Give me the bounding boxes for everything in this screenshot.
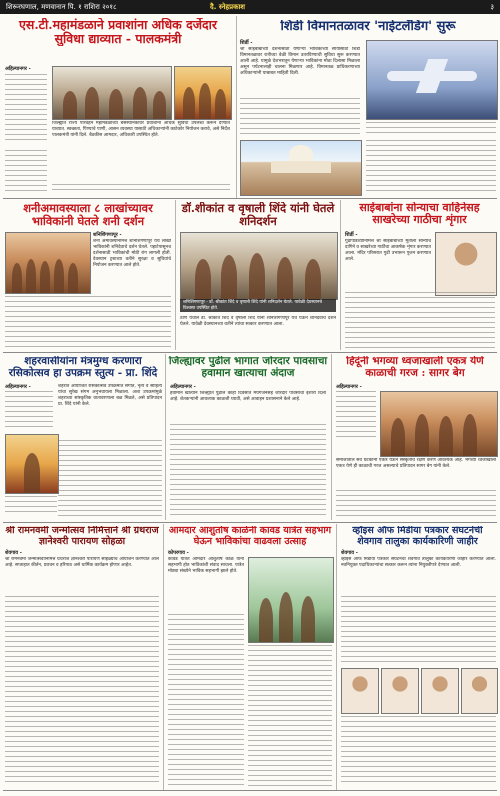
- photo-rasikotsav: [5, 434, 59, 494]
- article-a6-columns-2: [58, 440, 162, 516]
- article-a10-columns: [168, 614, 244, 786]
- headline-rasikotsav: शहरवासीयांना मंत्रमुग्ध करणारा रसिकोत्सव हा उपक्रम स्तुत्य - प्रा. शिंदे: [8, 356, 158, 379]
- headline-kawad-yatra: आमदार आशुतोष काळेंनी कावड यात्रेत सहभाग घेऊन भाविकांचा वाढवला उत्साह: [168, 526, 332, 547]
- headline-st-mahamandal: एस.टी.महामंडळाने प्रवाशांना अधिक दर्जेदार सुविधा द्याव्यात - पालकमंत्री: [18, 18, 218, 46]
- article-a7-body: हवामान खात्याने जिल्ह्यात पुढील काही दिवसांत मेघगर्जनेसह जोरदार पावसाचा इशारा दिला आहे. शेतकऱ्यांनी आवश्यक काळजी घ्यावी, असे आवाहन प्रशासनाने केले आहे.: [170, 391, 326, 402]
- byline-a11: शेवगाव -: [341, 550, 358, 556]
- article-a11-columns-2: [341, 716, 496, 786]
- photo-kawad-yatra: [248, 557, 334, 643]
- photo-office-bearer-2: [381, 668, 419, 714]
- headline-sai-shringar: साईबाबांना सोन्याचा वाहिनेसह साखरेच्या गाठीचा शृंगार: [359, 202, 480, 227]
- article-a5-body: गुढीपाडव्यानिमित्त श्री साईबाबांच्या मूर्तीला सोन्याचे दागिने व साखरेच्या गाठींचा आकर्षक शृंगार करण्यात आला. मंदिर परिसरात गुढी उभारून पूजन करण्यात आले.: [345, 239, 431, 262]
- article-a11-body: व्हॉइस ऑफ मिडीया पत्रकार संघटनेची शेवगाव तालुका कार्यकारिणी जाहीर करण्यात आली. नवनियुक्त पदाधिकाऱ्यांचा सत्कार करून त्यांना नियुक्तीपत्रे देण्यात आली.: [341, 557, 496, 568]
- article-a8-columns: [336, 391, 376, 441]
- page-number: ३: [490, 3, 494, 11]
- headline-voice-of-media: व्हॉइस ऑफ मिडीया पत्रकार संघटनेची शेवगाव तालुका कार्यकारिणी जाहीर: [352, 526, 483, 547]
- article-a3-body: शनी अमावस्येनिमित्त शनिशिंगणापूर येथे लाखो भाविकांनी शनिदेवाचे दर्शन घेतले. पहाटेपासूनच दर्शनासाठी भाविकांची मोठी रांग लागली होती. देवस्थान ट्रस्टच्या वतीने सुरक्षा व सुविधांचे नियोजन करण्यात आले होते.: [93, 239, 171, 268]
- headline-ramnavami: श्री रामनवमी जन्मोत्सव निमित्ताने श्री ग्रंथराज ज्ञानेश्वरी पारायण सोहळा: [5, 526, 159, 547]
- article-a2-columns-2: [366, 122, 496, 136]
- photo-caption-shinde: शनिशिंगणापूर - डॉ. श्रीकांत शिंदे व वृषाली शिंदे यांनी शनिदर्शन घेतले. यावेळी देवस्थानचे विश्वस्त उपस्थित होते.: [180, 299, 336, 312]
- masthead-title: दै. स्नेहप्रकाश: [210, 3, 246, 11]
- article-a10-body: कावड यात्रेत आमदार आशुतोष काळे यांनी सहभागी होत भाविकांशी संवाद साधला. यात्रेत मोठ्या संख्येने भाविक सहभागी झाले होते.: [168, 557, 244, 574]
- headline-shani-amavasya: शनीअमावस्याला ८ लाखांच्यावर भाविकांनी घेतले शनी दर्शन: [23, 202, 153, 228]
- article-a2-columns-3: [366, 140, 496, 194]
- article-a8-body: समाजातील सर्व घटकांनी एकत्र येऊन संस्कृतीचे रक्षण करणे आवश्यक आहे. भगव्या ध्वजाखाली एकत्र येणे ही काळाची गरज असल्याचे प्रतिपादन सागर बेग यांनी केले.: [336, 458, 496, 469]
- headline-bhagwa-dhwaj: हिंदूंनी भगव्या ध्वजाखाली एकत्र येणे काळाची गरज : सागर बेग: [346, 356, 484, 379]
- article-a1-columns: [5, 74, 47, 144]
- photo-st-meeting: [52, 66, 172, 120]
- headline-shirdi-nightlanding: शिर्डी विमानतळावर 'नाईटलँडिंग' सुरू: [280, 20, 456, 34]
- headline-rain-forecast: जिल्ह्यावर पुढील भागात जोरदार पावसाचा हवामान खात्याचा अंदाज: [168, 356, 328, 379]
- byline-a7: अहिल्यानगर -: [170, 384, 196, 390]
- byline-a3: शनिशिंगणापूर -: [93, 232, 122, 238]
- byline-a1: अहिल्यानगर -: [5, 66, 31, 72]
- photo-shani-crowd: [5, 232, 91, 294]
- byline-a6: अहिल्यानगर -: [5, 384, 31, 390]
- headline-shrikant-shinde: डॉ.शीकांत व वृषाली शिंदे यांनी घेतले शनिदर्शन: [181, 202, 335, 228]
- article-a9-columns: [5, 596, 159, 786]
- article-a9-body: श्री रामनवमी जन्मोत्सवानिमित्त ग्रंथराज ज्ञानेश्वरी पारायण सोहळ्याचे आयोजन करण्यात आले आहे. सप्ताहात कीर्तन, प्रवचन व हरिपाठ असे धार्मिक कार्यक्रम होणार आहेत.: [5, 557, 159, 568]
- article-a2-columns: [240, 98, 360, 136]
- article-a4-body: ठाणे येथील डॉ. श्रीकांत शिंदे व वृषाली शिंदे यांनी शनिशिंगणापूर येथे येऊन शनिदेवाचे दर्शन घेतले. यावेळी देवस्थानच्या वतीने त्यांचा सत्कार करण्यात आला.: [180, 316, 336, 327]
- article-a8-columns-2: [336, 490, 496, 516]
- article-a11-columns: [341, 596, 496, 664]
- byline-a9: शेवगाव -: [5, 550, 22, 556]
- article-a10-columns-2: [248, 645, 332, 786]
- masthead-date: शिरूरघणाल, मणवानान पि. १ राशिरा २०१८: [6, 3, 117, 11]
- byline-a5: शिर्डी -: [345, 232, 358, 238]
- masthead-strip: [0, 0, 500, 14]
- article-a2-body: श्री साईबाबांच्या दर्शनासाठी येणाऱ्या भाविकांच्या सोयीसाठी शिर्डी विमानतळावर रात्रीच्या वेळी विमान उतरविण्याची सुविधा सुरू करण्यात आली आहे. यामुळे देशभरातून येणाऱ्या भाविकांना मोठा दिलासा मिळाला असून पर्यटनालाही चालना मिळणार आहे. विमानतळ प्राधिकरणाच्या अधिकाऱ्यांनी याबाबत माहिती दिली.: [240, 47, 360, 76]
- photo-office-bearer-1: [341, 668, 379, 714]
- photo-shinde-darshan: [180, 232, 338, 300]
- photo-st-event: [174, 66, 232, 120]
- article-a1-body: जिल्ह्यात राज्य परिवहन महामंडळाच्या बसस्थानकांवर प्रवाशांना अधिक सुविधा उपलब्ध करून देण्यात याव्यात. स्वच्छता, पिण्याचे पाणी, आसन व्यवस्था यासाठी अधिकाऱ्यांनी काटेकोर नियोजन करावे, असे निर्देश पालकमंत्री यांनी दिले. बैठकीस आमदार, अधिकारी उपस्थित होते.: [52, 121, 230, 138]
- photo-bhagwa-event: [380, 391, 498, 457]
- photo-shirdi-airport: [366, 40, 498, 120]
- article-a6-columns-3: [5, 496, 57, 516]
- article-a5-columns: [345, 292, 495, 348]
- photo-sai-baba: [435, 232, 497, 296]
- article-a6-body: शहरात आयोजित रसिकोत्सव उपक्रमात संगीत, नृत्य व साहित्य यांचा सुरेख संगम अनुभवायला मिळाला. अशा उपक्रमांमुळे शहराच्या सांस्कृतिक वातावरणाला बळ मिळते, असे प्रतिपादन प्रा. शिंदे यांनी केले.: [58, 384, 162, 407]
- article-a1-columns-3: [52, 184, 230, 194]
- byline-a2: शिर्डी -: [240, 40, 253, 46]
- article-a6-columns: [5, 391, 53, 431]
- photo-office-bearer-4: [461, 668, 498, 714]
- article-a1-columns-2: [5, 150, 47, 194]
- byline-a10: कोपरगाव -: [168, 550, 189, 556]
- photo-shirdi-temple: [240, 140, 362, 196]
- article-a7-columns: [170, 424, 326, 516]
- byline-a8: अहिल्यानगर -: [336, 384, 362, 390]
- article-a3-columns: [5, 296, 171, 348]
- photo-office-bearer-3: [421, 668, 459, 714]
